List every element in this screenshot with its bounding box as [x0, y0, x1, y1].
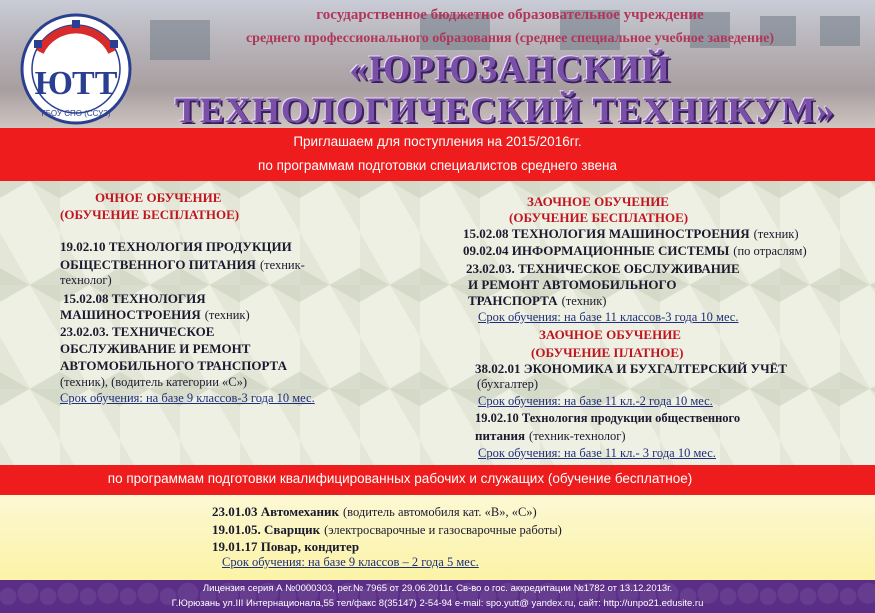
college-name-line1: «ЮРЮЗАНСКИЙ	[349, 49, 671, 90]
fulltime-heading: ОЧНОЕ ОБУЧЕНИЕ	[95, 190, 222, 205]
correspondence-free-subheading: (ОБУЧЕНИЕ БЕСПЛАТНОЕ)	[509, 210, 689, 225]
program-15-02-08-b: МАШИНОСТРОЕНИЯ (техник)	[60, 307, 250, 322]
workers-programs	[0, 495, 875, 580]
program-23-02-03-corr-b: И РЕМОНТ АВТОМОБИЛЬНОГО	[468, 277, 677, 292]
program-38-02-01-a: 38.02.01 ЭКОНОМИКА И БУХГАЛТЕРСКИЙ УЧЁТ	[475, 361, 787, 376]
correspondence-paid-subheading: (ОБУЧЕНИЕ ПЛАТНОЕ)	[531, 345, 684, 360]
org-type-line1: государственное бюджетное образовательное учреждение	[316, 7, 704, 23]
program-19-02-10-a: 19.02.10 ТЕХНОЛОГИЯ ПРОДУКЦИИ	[60, 239, 292, 254]
program-15-02-08-a: 15.02.08 ТЕХНОЛОГИЯ	[63, 291, 206, 306]
program-19-01-17: 19.01.17 Повар, кондитер	[212, 539, 360, 554]
program-09-02-04-corr: 09.02.04 ИНФОРМАЦИОННЫЕ СИСТЕМЫ (по отраслям)	[463, 243, 807, 258]
correspondence-free-duration: Срок обучения: на базе 11 классов-3 года 10 мес.	[478, 310, 739, 324]
logo-monogram: ЮТТ	[34, 65, 118, 102]
program-19-02-10-corr-b: питания (техник-технолог)	[475, 428, 626, 443]
programs-section	[0, 181, 875, 465]
fulltime-subheading: (ОБУЧЕНИЕ БЕСПЛАТНОЕ)	[60, 207, 240, 222]
workers-banner-text: по программам подготовки квалифицированных рабочих и служащих (обучение бесплатное)	[107, 471, 693, 486]
program-19-02-10-b: ОБЩЕСТВЕННОГО ПИТАНИЯ (техник-	[60, 257, 305, 272]
paid-duration-2: Срок обучения: на базе 11 кл.- 3 года 10 мес.	[478, 446, 716, 460]
college-name-line2: ТЕХНОЛОГИЧЕСКИЙ ТЕХНИКУМ»	[174, 90, 836, 128]
program-23-02-03-corr-c: ТРАНСПОРТА (техник)	[468, 293, 607, 308]
program-23-01-03: 23.01.03 Автомеханик (водитель автомобиля кат. «В», «С»)	[212, 504, 537, 519]
org-type-line2: среднего профессионального образования (среднее специальное учебное заведение)	[245, 31, 775, 46]
college-logo	[14, 12, 138, 126]
workers-banner	[0, 465, 875, 495]
admission-banner	[0, 128, 875, 181]
program-23-02-03-d: (техник), (водитель категории «С»)	[60, 375, 248, 389]
contact-info: Г.Юрюзань ул.III Интернационала,55 тел/факс 8(35147) 2-54-94 e-mail: spo.yutt@ yandex.ru, сайт: http://unpo21.edusite.ru	[171, 598, 704, 609]
banner-line2: по программам подготовки специалистов среднего звена	[258, 158, 617, 173]
program-38-02-01-b: (бухгалтер)	[477, 377, 538, 391]
program-19-02-10-corr-a: 19.02.10 Технология продукции общественного	[475, 411, 741, 425]
correspondence-paid-heading: ЗАОЧНОЕ ОБУЧЕНИЕ	[539, 327, 681, 342]
program-19-02-10-c: технолог)	[60, 273, 112, 287]
footer	[0, 580, 875, 613]
logo-caption: ГБОУ СПО (ССУЗ)	[41, 109, 111, 118]
paid-duration-1: Срок обучения: на базе 11 кл.-2 года 10 мес.	[478, 394, 713, 408]
workers-duration: Срок обучения: на базе 9 классов – 2 года 5 мес.	[222, 555, 479, 569]
program-15-02-08-corr: 15.02.08 ТЕХНОЛОГИЯ МАШИНОСТРОЕНИЯ (техник)	[463, 226, 799, 241]
license-info: Лицензия серия А №0000303, рег.№ 7965 от 29.06.2011г. Св-во о гос. аккредитации №1782 от 13.12.2013г.	[202, 583, 673, 594]
fulltime-duration: Срок обучения: на базе 9 классов-3 года 10 мес.	[60, 391, 315, 405]
correspondence-free-heading: ЗАОЧНОЕ ОБУЧЕНИЕ	[527, 194, 669, 209]
program-19-01-05: 19.01.05. Сварщик (электросварочные и газосварочные работы)	[212, 522, 562, 537]
program-23-02-03-b: ОБСЛУЖИВАНИЕ И РЕМОНТ	[60, 341, 251, 356]
program-23-02-03-corr-a: 23.02.03. ТЕХНИЧЕСКОЕ ОБСЛУЖИВАНИЕ	[466, 261, 740, 276]
banner-line1: Приглашаем для поступления на 2015/2016гг.	[293, 134, 582, 149]
header	[0, 0, 875, 128]
program-23-02-03-a: 23.02.03. ТЕХНИЧЕСКОЕ	[60, 324, 215, 339]
program-23-02-03-c: АВТОМОБИЛЬНОГО ТРАНСПОРТА	[60, 358, 287, 373]
